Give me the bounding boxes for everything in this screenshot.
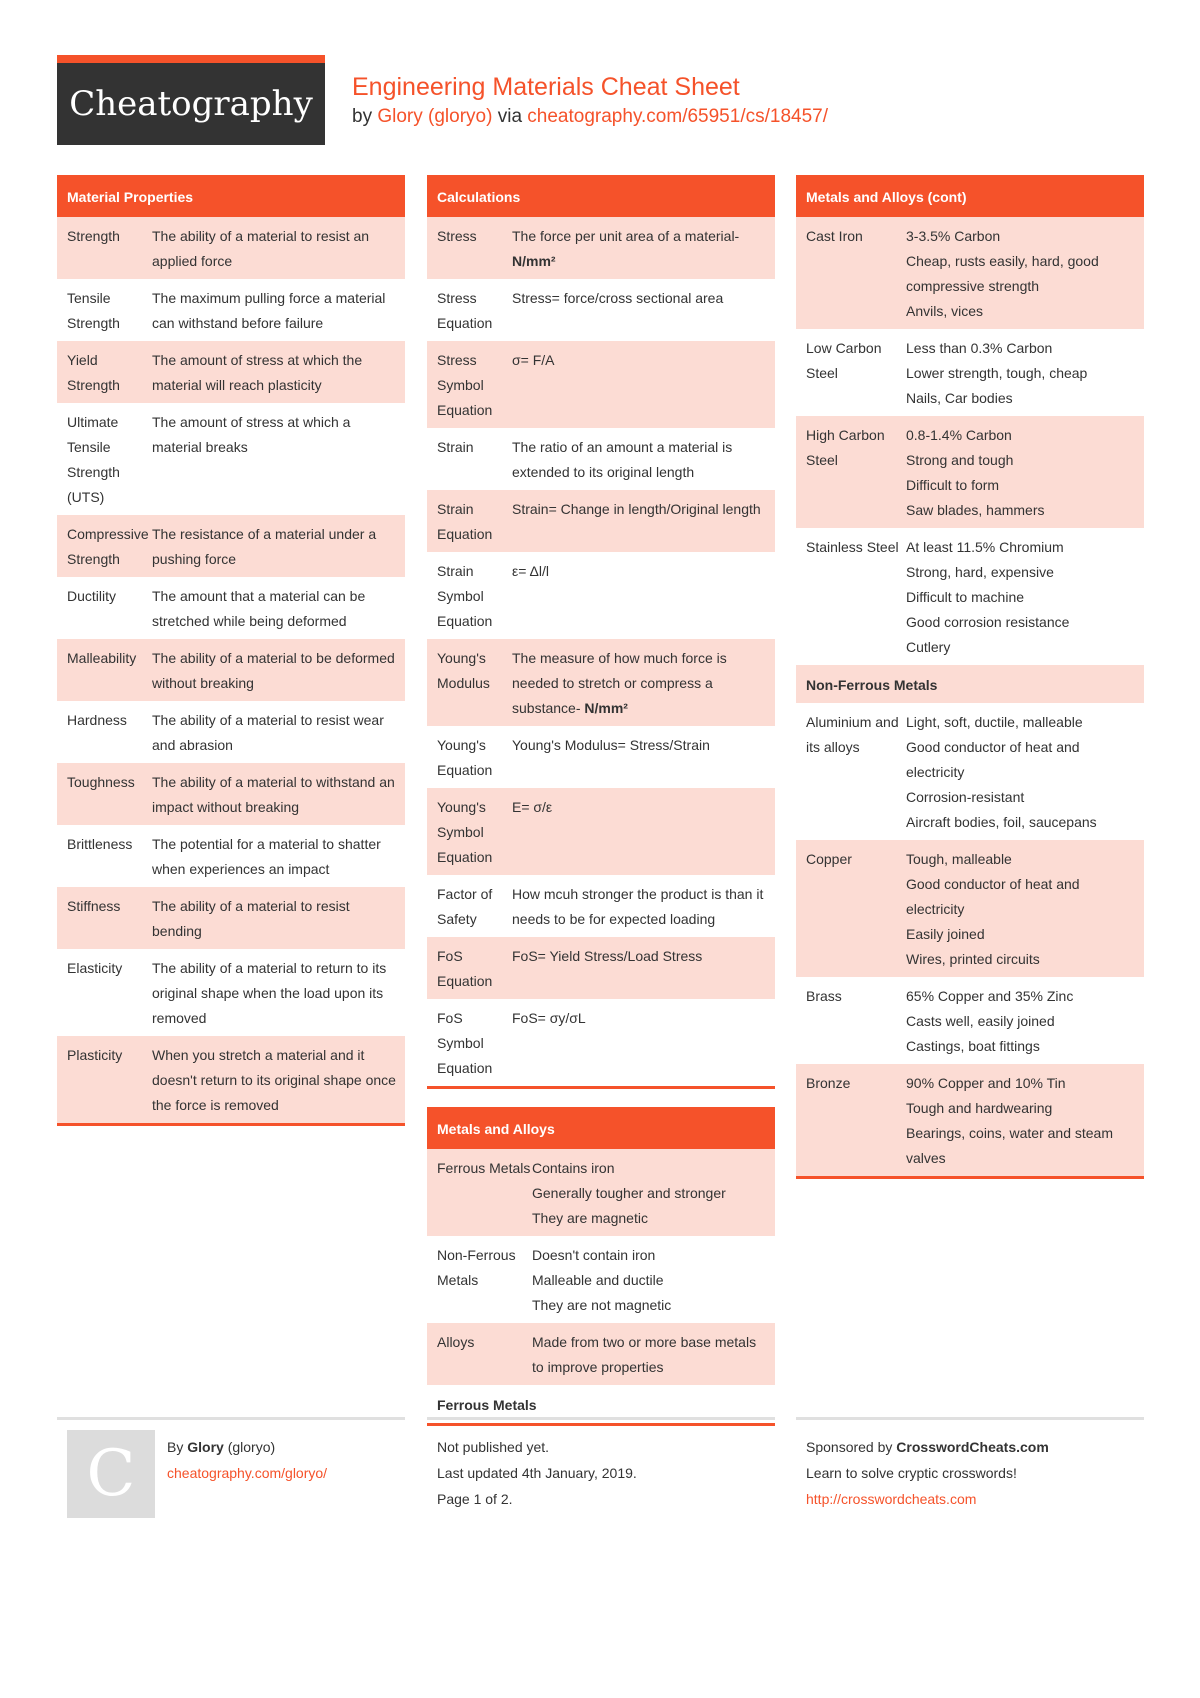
cheatography-c-logo: C <box>67 1430 155 1518</box>
table-row <box>427 552 775 639</box>
description-text: E= σ/ε <box>512 799 553 815</box>
term-description <box>906 984 1144 1059</box>
table-row <box>427 217 775 279</box>
table-row <box>427 1149 775 1236</box>
logo-text: Cheatography <box>69 84 313 124</box>
term-label: Stress Symbol Equation <box>437 352 493 418</box>
description-line: Difficult to machine <box>906 589 1025 605</box>
description-line: Light, soft, ductile, malleable <box>906 714 1083 730</box>
published-status: Not published yet. <box>437 1439 550 1455</box>
term-description <box>512 224 775 274</box>
description-text: The ratio of an amount a material is extended to its original length <box>512 439 733 480</box>
footer-author-text <box>167 1434 327 1486</box>
description-line: Contains iron <box>532 1160 615 1176</box>
description-line: Good conductor of heat and electricity <box>906 739 1080 780</box>
term-description <box>512 646 775 721</box>
term-description <box>512 944 775 994</box>
metals-alloys-section <box>427 1107 775 1426</box>
table-row <box>427 1236 775 1323</box>
column-3 <box>796 175 1144 1197</box>
description-text: FoS= σy/σL <box>512 1010 586 1026</box>
table-row <box>427 788 775 875</box>
table-row <box>57 515 405 577</box>
term-label: Strain Symbol Equation <box>437 563 493 629</box>
description-line: At least 11.5% Chromium <box>906 539 1064 555</box>
description-line: They are not magnetic <box>532 1297 672 1313</box>
description-text: ε= Δl/l <box>512 563 549 579</box>
term-label: Aluminium and its alloys <box>806 714 899 755</box>
footer-sponsor-text <box>806 1434 1049 1512</box>
column-2 <box>427 175 775 1444</box>
section-title: Material Properties <box>57 175 405 217</box>
description-line: Saw blades, hammers <box>906 502 1045 518</box>
table-row <box>796 217 1144 329</box>
term-description <box>512 497 775 547</box>
sponsor-link[interactable]: http://crosswordcheats.com <box>806 1491 977 1507</box>
term-description <box>532 1243 775 1318</box>
description-text: Young's Modulus= Stress/Strain <box>512 737 710 753</box>
last-updated: Last updated 4th January, 2019. <box>437 1465 637 1481</box>
term-label: FoS Equation <box>437 948 493 989</box>
sponsored-label: Sponsored by <box>806 1439 893 1455</box>
material-properties-section <box>57 175 405 1126</box>
description-line: Difficult to form <box>906 477 1000 493</box>
term-label: Elasticity <box>67 960 123 976</box>
description-line: Doesn't contain iron <box>532 1247 656 1263</box>
table-row <box>796 1064 1144 1176</box>
term-description <box>906 535 1144 660</box>
table-row <box>57 639 405 701</box>
term-label: Brass <box>806 988 842 1004</box>
term-label: Plasticity <box>67 1047 123 1063</box>
table-row <box>57 949 405 1036</box>
description-line: They are magnetic <box>532 1210 648 1226</box>
term-description <box>512 559 775 634</box>
table-row <box>427 639 775 726</box>
term-description <box>906 423 1144 523</box>
term-label: Low Carbon Steel <box>806 340 882 381</box>
table-row <box>427 726 775 788</box>
term-label: Stress <box>437 228 477 244</box>
term-label: Tensile Strength <box>67 290 120 331</box>
term-description <box>152 770 405 820</box>
description-text: The ability of a material to resist bending <box>152 898 350 939</box>
description-text: The amount that a material can be stretched while being deformed <box>152 588 366 629</box>
table-row <box>427 937 775 999</box>
table-row <box>57 341 405 403</box>
author-handle: (gloryo) <box>227 1439 276 1455</box>
term-label: Toughness <box>67 774 135 790</box>
term-description <box>512 286 775 336</box>
term-label: Young's Equation <box>437 737 493 778</box>
term-description <box>906 336 1144 411</box>
description-line: Malleable and ductile <box>532 1272 664 1288</box>
description-text: FoS= Yield Stress/Load Stress <box>512 948 703 964</box>
description-line: Anvils, vices <box>906 303 984 319</box>
term-description <box>906 224 1144 324</box>
term-description <box>152 348 405 398</box>
sponsor-name: CrosswordCheats.com <box>896 1439 1049 1455</box>
term-description <box>906 1071 1144 1171</box>
term-description <box>906 710 1144 835</box>
section-subheading: Non-Ferrous Metals <box>796 665 1144 703</box>
description-text: Strain= Change in length/Original length <box>512 501 761 517</box>
term-label: Strain Equation <box>437 501 493 542</box>
byline <box>352 106 828 128</box>
term-description <box>532 1156 775 1231</box>
term-description <box>152 522 405 572</box>
table-row <box>427 428 775 490</box>
term-label: Non-Ferrous Metals <box>437 1247 516 1288</box>
term-label: Stress Equation <box>437 290 493 331</box>
metals-alloys-cont-section <box>796 175 1144 1179</box>
table-row <box>427 999 775 1086</box>
table-row <box>57 217 405 279</box>
table-row <box>796 329 1144 416</box>
table-row <box>427 1323 775 1385</box>
description-text: The amount of stress at which the material will reach plasticity <box>152 352 363 393</box>
footer-meta-text <box>437 1434 637 1512</box>
description-text: The resistance of a material under a pushing force <box>152 526 377 567</box>
table-row <box>427 341 775 428</box>
section-subheading: Ferrous Metals <box>437 1397 537 1413</box>
description-line: Made from two or more base metals to improve properties <box>532 1334 757 1375</box>
table-row <box>427 279 775 341</box>
table-row <box>796 528 1144 665</box>
cheatography-logo[interactable] <box>57 55 325 145</box>
via-label: via <box>497 106 523 127</box>
description-text: The amount of stress at which a material breaks <box>152 414 351 455</box>
term-label: High Carbon Steel <box>806 427 885 468</box>
term-label: Alloys <box>437 1334 475 1350</box>
description-line: Aircraft bodies, foil, saucepans <box>906 814 1097 830</box>
description-line: Strong and tough <box>906 452 1014 468</box>
description-text: The potential for a material to shatter when experiences an impact <box>152 836 381 877</box>
description-line: Cutlery <box>906 639 951 655</box>
description-line: Generally tougher and stronger <box>532 1185 726 1201</box>
description-line: Easily joined <box>906 926 985 942</box>
term-label: Yield Strength <box>67 352 120 393</box>
term-label: Copper <box>806 851 852 867</box>
column-1 <box>57 175 405 1144</box>
sponsor-tagline: Learn to solve cryptic crosswords! <box>806 1465 1017 1481</box>
description-line: 65% Copper and 35% Zinc <box>906 988 1074 1004</box>
author-name: Glory <box>187 1439 224 1455</box>
table-row <box>57 701 405 763</box>
term-description <box>152 956 405 1031</box>
calculations-section <box>427 175 775 1089</box>
description-line: 0.8-1.4% Carbon <box>906 427 1012 443</box>
description-line: 3-3.5% Carbon <box>906 228 1001 244</box>
description-text: How mcuh stronger the product is than it needs to be for expected loading <box>512 886 764 927</box>
description-line: Cheap, rusts easily, hard, good compressive strength <box>906 253 1099 294</box>
term-label: Stainless Steel <box>806 539 899 555</box>
footer-author <box>57 1417 405 1520</box>
term-label: FoS Symbol Equation <box>437 1010 493 1076</box>
description-text: The ability of a material to return to its original shape when the load upon its removed <box>152 960 387 1026</box>
unit-label: N/mm² <box>584 700 628 716</box>
table-row <box>796 840 1144 977</box>
table-row <box>427 490 775 552</box>
description-text: The ability of a material to be deformed without breaking <box>152 650 395 691</box>
description-line: Strong, hard, expensive <box>906 564 1054 580</box>
description-text: The ability of a material to resist an applied force <box>152 228 370 269</box>
table-row <box>796 703 1144 840</box>
sheet-url-link[interactable]: cheatography.com/65951/cs/18457/ <box>527 106 828 127</box>
footer-meta <box>427 1417 775 1520</box>
term-description <box>906 847 1144 972</box>
description-line: Corrosion-resistant <box>906 789 1025 805</box>
description-line: Wires, printed circuits <box>906 951 1040 967</box>
term-description <box>152 894 405 944</box>
description-text: Stress= force/cross sectional area <box>512 290 724 306</box>
description-line: Castings, boat fittings <box>906 1038 1040 1054</box>
table-row <box>427 875 775 937</box>
term-label: Hardness <box>67 712 127 728</box>
author-link[interactable]: Glory (gloryo) <box>377 106 493 127</box>
term-label: Strain <box>437 439 474 455</box>
section-title: Metals and Alloys (cont) <box>796 175 1144 217</box>
description-line: Casts well, easily joined <box>906 1013 1055 1029</box>
description-line: Good corrosion resistance <box>906 614 1070 630</box>
by-label: by <box>352 106 373 127</box>
table-row <box>796 977 1144 1064</box>
term-description <box>152 832 405 882</box>
description-line: Tough, malleable <box>906 851 1012 867</box>
description-line: Nails, Car bodies <box>906 390 1013 406</box>
description-line: 90% Copper and 10% Tin <box>906 1075 1066 1091</box>
section-title: Metals and Alloys <box>427 1107 775 1149</box>
term-description <box>512 733 775 783</box>
unit-label: N/mm² <box>512 253 556 269</box>
term-description <box>152 410 405 510</box>
description-line: Tough and hardwearing <box>906 1100 1053 1116</box>
term-description <box>152 646 405 696</box>
term-label: Young's Symbol Equation <box>437 799 493 865</box>
description-text: σ= F/A <box>512 352 555 368</box>
description-text: The measure of how much force is needed to stretch or compress a substance- <box>512 650 727 716</box>
table-row <box>796 416 1144 528</box>
term-description <box>512 348 775 423</box>
term-label: Bronze <box>806 1075 851 1091</box>
table-row <box>57 763 405 825</box>
term-description <box>152 708 405 758</box>
term-description <box>512 435 775 485</box>
footer-sponsor <box>796 1417 1144 1520</box>
table-row <box>57 403 405 515</box>
description-text: The ability of a material to withstand an impact without breaking <box>152 774 395 815</box>
description-line: Bearings, coins, water and steam valves <box>906 1125 1113 1166</box>
description-line: Good conductor of heat and electricity <box>906 876 1080 917</box>
term-description <box>512 882 775 932</box>
term-label: Young's Modulus <box>437 650 490 691</box>
term-description <box>152 1043 405 1118</box>
term-label: Cast Iron <box>806 228 863 244</box>
description-text: The ability of a material to resist wear and abrasion <box>152 712 384 753</box>
term-label: Stiffness <box>67 898 121 914</box>
term-description <box>532 1330 775 1380</box>
term-label: Compressive Strength <box>67 526 149 567</box>
description-line: Lower strength, tough, cheap <box>906 365 1088 381</box>
term-description <box>152 286 405 336</box>
by-label: By <box>167 1439 184 1455</box>
term-label: Ductility <box>67 588 117 604</box>
table-row <box>57 1036 405 1123</box>
table-row <box>57 279 405 341</box>
term-label: Brittleness <box>67 836 133 852</box>
term-label: Ultimate Tensile Strength (UTS) <box>67 414 120 505</box>
table-row <box>57 577 405 639</box>
description-line: Less than 0.3% Carbon <box>906 340 1053 356</box>
term-label: Factor of Safety <box>437 886 493 927</box>
description-text: The force per unit area of a material- <box>512 228 740 244</box>
page-title: Engineering Materials Cheat Sheet <box>352 73 740 101</box>
author-profile-link[interactable]: cheatography.com/gloryo/ <box>167 1465 328 1481</box>
table-row <box>57 887 405 949</box>
description-text: The maximum pulling force a material can withstand before failure <box>152 290 386 331</box>
term-description <box>152 584 405 634</box>
term-label: Ferrous Metals <box>437 1160 531 1176</box>
term-description <box>512 795 775 870</box>
term-label: Malleability <box>67 650 137 666</box>
term-description <box>152 224 405 274</box>
section-title: Calculations <box>427 175 775 217</box>
table-row <box>57 825 405 887</box>
page-number: Page 1 of 2. <box>437 1491 513 1507</box>
term-description <box>512 1006 775 1081</box>
term-label: Strength <box>67 228 120 244</box>
description-text: When you stretch a material and it doesn't return to its original shape once the force is removed <box>152 1047 396 1113</box>
